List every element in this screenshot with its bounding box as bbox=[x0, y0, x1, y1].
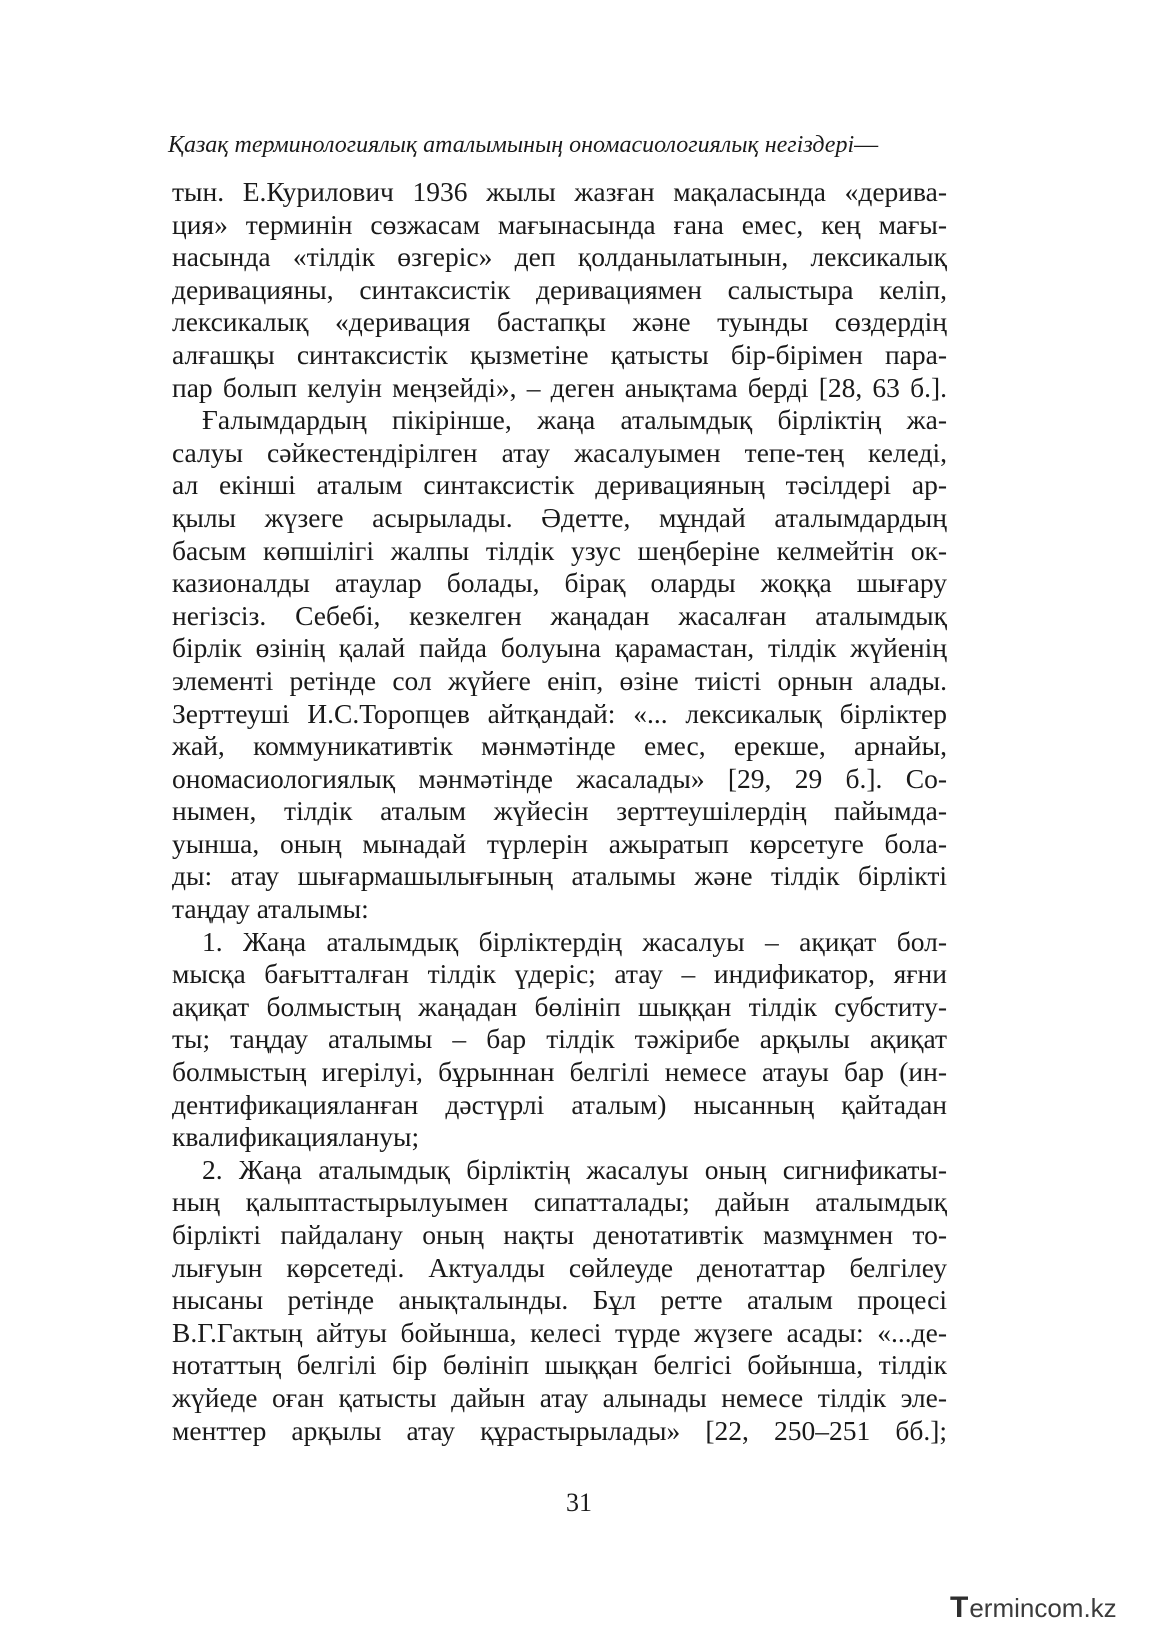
text-line: лығуын көрсетеді. Актуалды сөйлеуде денотаттар белгілеу bbox=[172, 1251, 947, 1283]
text-line: ция» терминін сөзжасам мағынасында ғана емес, кең мағы- bbox=[172, 208, 947, 240]
text-line: ның қалыптастырылуымен сипатталады; дайын аталымдық bbox=[172, 1186, 947, 1218]
text-line: казионалды атаулар болады, бірақ оларды жоққа шығару bbox=[172, 567, 947, 599]
text-line: дентификацияланған дәстүрлі аталым) нысанның қайтадан bbox=[172, 1088, 947, 1120]
text-line: нотаттың белгілі бір бөлініп шыққан белгісі бойынша, тілдік bbox=[172, 1349, 947, 1381]
text-line: уынша, оның мынадай түрлерін ажыратып көрсетуге бола- bbox=[172, 827, 947, 859]
text-line: жай, коммуникативтік мәнмәтінде емес, ерекше, арнайы, bbox=[172, 730, 947, 762]
text-line: тын. Е.Курилович 1936 жылы жазған мақаласында «дерива- bbox=[172, 176, 947, 207]
text-line: таңдау аталымы: bbox=[172, 893, 369, 925]
running-header bbox=[168, 132, 958, 159]
text-line: алғашқы синтаксистік қызметіне қатысты бір-бірімен пара- bbox=[172, 338, 947, 370]
text-line: элементі ретінде сол жүйеге еніп, өзіне тиісті орнын алады. bbox=[172, 664, 947, 696]
text-line: менттер арқылы атау құрастырылады» [22, 250–251 бб.]; bbox=[172, 1414, 947, 1446]
text-line: нымен, тілдік аталым жүйесін зерттеушілердің пайымда- bbox=[172, 795, 947, 827]
text-line: басым көпшілігі жалпы тілдік узус шеңберіне келмейтін ок- bbox=[172, 534, 947, 566]
text-line: насында «тілдік өзгеріс» деп қолданылатынын, лексикалық bbox=[172, 241, 947, 273]
text-line: мысқа бағытталған тілдік үдеріс; атау – индификатор, яғни bbox=[172, 958, 947, 990]
text-line: ды: атау шығармашылығының аталымы және тілдік бірлікті bbox=[172, 860, 947, 892]
text-line: ал екінші аталым синтаксистік деривацияның тәсілдері ар- bbox=[172, 469, 947, 501]
running-title: Қазақ терминологиялық аталымының ономасиологиялық негіздері bbox=[168, 132, 855, 158]
text-line: деривацияны, синтаксистік деривациямен салыстыра келіп, bbox=[172, 273, 947, 305]
watermark-logo bbox=[950, 1588, 1117, 1628]
text-line: салуы сәйкестендірілген атау жасалуымен тепе-тең келеді, bbox=[172, 436, 947, 468]
logo-letter: T bbox=[950, 1591, 969, 1624]
text-line: квалификациялануы; bbox=[172, 1121, 420, 1153]
text-line: ономасиологиялық мәнмәтінде жасалады» [29, 29 б.]. Со- bbox=[172, 762, 947, 794]
page-number: 31 bbox=[566, 1488, 592, 1517]
text-line: ақиқат болмыстың жаңадан бөлініп шыққан тілдік субститу- bbox=[172, 990, 947, 1022]
text-line: бірлікті пайдалану оның нақты денотативтік мазмұнмен то- bbox=[172, 1219, 947, 1250]
text-line: негізсіз. Себебі, кезкелген жаңадан жасалған аталымдық bbox=[172, 599, 947, 631]
header-dash: — bbox=[854, 132, 879, 158]
text-line: бірлік өзінің қалай пайда болуына қарамастан, тілдік жүйенің bbox=[172, 632, 947, 664]
text-line: В.Г.Гактың айтуы бойынша, келесі түрде жүзеге асады: «...де- bbox=[172, 1316, 947, 1348]
text-line: жүйеде оған қатысты дайын атау алынады немесе тілдік эле- bbox=[172, 1381, 947, 1413]
text-line: Ғалымдардың пікірінше, жаңа аталымдық бірліктің жа- bbox=[202, 404, 947, 436]
text-line: қылы жүзеге асырылады. Әдетте, мұндай аталымдардың bbox=[172, 501, 947, 533]
text-line: пар болып келуін меңзейді», – деген анықтама берді [28, 63 б.]. bbox=[172, 371, 947, 403]
text-line: нысаны ретінде анықталынды. Бұл ретте аталым процесі bbox=[172, 1284, 947, 1316]
watermark-text: ermincom.kz bbox=[969, 1592, 1117, 1623]
text-line: болмыстың игерілуі, бұрыннан белгілі немесе атауы бар (ин- bbox=[172, 1056, 947, 1088]
text-line: 1. Жаңа аталымдық бірліктердің жасалуы – ақиқат бол- bbox=[202, 925, 947, 957]
text-line: лексикалық «деривация бастапқы және туынды сөздердің bbox=[172, 306, 947, 338]
text-line: 2. Жаңа аталымдық бірліктің жасалуы оның сигнификаты- bbox=[202, 1153, 947, 1185]
body-text bbox=[172, 176, 947, 1447]
text-line: ты; таңдау аталымы – бар тілдік тәжірибе арқылы ақиқат bbox=[172, 1023, 947, 1055]
text-line: Зерттеуші И.С.Торопцев айтқандай: «... лексикалық бірліктер bbox=[172, 697, 947, 729]
